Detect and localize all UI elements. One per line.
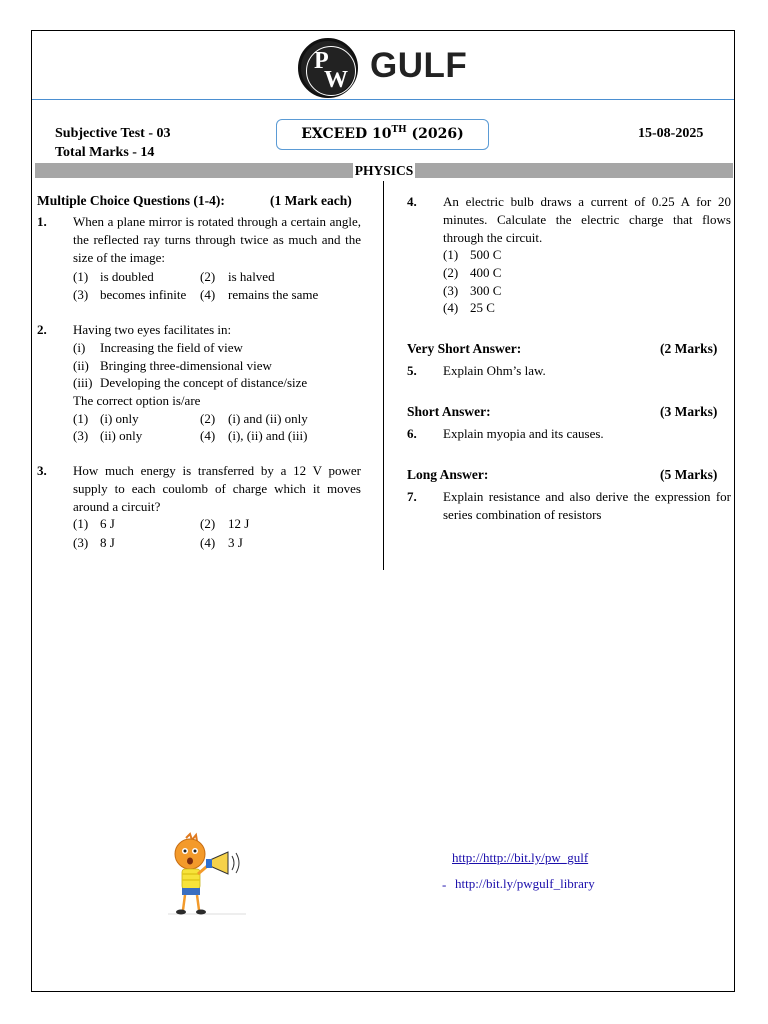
q3-opt2-text: 12 J — [228, 516, 250, 531]
total-marks: Total Marks - 14 — [55, 145, 155, 160]
q2-opt4-text: (i), (ii) and (iii) — [228, 428, 308, 443]
q1-opt2-num: (2) — [200, 269, 216, 284]
short-heading: Short Answer: — [407, 404, 491, 419]
q2-prompt: The correct option is/are — [73, 393, 201, 408]
q1-opt3-num: (3) — [73, 287, 89, 302]
column-divider — [383, 181, 384, 570]
q2-opt3-text: (ii) only — [100, 428, 143, 443]
exam-year: (2026) — [406, 126, 464, 142]
q2-opt2-num: (2) — [200, 411, 216, 426]
pw-gulf-link[interactable]: http://http://bit.ly/pw_gulf — [452, 850, 589, 865]
q2-statement2-text: Bringing three-dimensional view — [100, 358, 272, 373]
q3-number: 3. — [37, 463, 47, 478]
q3-text: How much energy is transferred by a 12 V power supply to each coulomb of charge which it moves around a circuit? — [73, 463, 361, 514]
pw-gulf-library-link[interactable]: http://bit.ly/pwgulf_library — [455, 876, 595, 891]
q4-opt2-text: 400 C — [470, 265, 502, 280]
pw-gulf-logo — [297, 38, 477, 100]
mcq-marks: (1 Mark each) — [270, 193, 352, 208]
q2-number: 2. — [37, 322, 47, 337]
q2-statement3-num: (iii) — [73, 375, 93, 390]
q3-opt2-num: (2) — [200, 516, 216, 531]
exam-title-sup: TH — [391, 125, 407, 135]
q2-opt3-num: (3) — [73, 428, 89, 443]
q2-opt4-num: (4) — [200, 428, 216, 443]
mascot-megaphone-illustration — [168, 832, 246, 916]
q3-opt4-text: 3 J — [228, 535, 243, 550]
q1-opt2-text: is halved — [228, 269, 275, 284]
q1-opt4-num: (4) — [200, 287, 216, 302]
q2-opt1-num: (1) — [73, 411, 89, 426]
q1-opt1-num: (1) — [73, 269, 89, 284]
q3-opt1-num: (1) — [73, 516, 89, 531]
q1-text: When a plane mirror is rotated through a certain angle, the reflected ray turns through twice as much and the size of the image: — [73, 214, 361, 265]
q1-opt3-text: becomes infinite — [100, 287, 187, 302]
q2-statement3-text: Developing the concept of distance/size — [100, 375, 308, 390]
q1-opt4-text: remains the same — [228, 287, 319, 302]
q2-opt1-text: (i) only — [100, 411, 139, 426]
q4-opt4-num: (4) — [443, 300, 459, 315]
q4-opt3-num: (3) — [443, 283, 459, 298]
q3-opt1-text: 6 J — [100, 516, 115, 531]
q4-opt3-text: 300 C — [470, 283, 502, 298]
exam-title-box — [276, 119, 489, 150]
header-divider — [32, 99, 734, 100]
long-marks: (5 Marks) — [660, 467, 718, 482]
pw-logo-icon: P W — [298, 38, 358, 98]
q3-opt3-num: (3) — [73, 535, 89, 550]
q2-statement1-text: Increasing the field of view — [100, 340, 243, 355]
brand-name: GULF — [370, 46, 468, 85]
exam-title: EXCEED 10 — [301, 126, 392, 142]
q2-statement1-num: (i) — [73, 340, 86, 355]
q7-text: Explain resistance and also derive the expression for series combination of resistors — [443, 489, 731, 522]
q4-text: An electric bulb draws a current of 0.25 A for 20 minutes. Calculate the electric charge that flows through the circuit. — [443, 194, 731, 245]
very-short-heading: Very Short Answer: — [407, 341, 522, 356]
q4-opt1-num: (1) — [443, 247, 459, 262]
q4-opt4-text: 25 C — [470, 300, 495, 315]
test-name: Subjective Test - 03 — [55, 126, 171, 141]
exam-date: 15-08-2025 — [638, 126, 704, 141]
q1-number: 1. — [37, 214, 47, 229]
q3-opt4-num: (4) — [200, 535, 216, 550]
q6-text: Explain myopia and its causes. — [443, 426, 604, 441]
q7-number: 7. — [407, 489, 417, 504]
long-heading: Long Answer: — [407, 467, 489, 482]
q1-opt1-text: is doubled — [100, 269, 154, 284]
mcq-heading: Multiple Choice Questions (1-4): — [37, 193, 225, 208]
subject-bar — [35, 163, 733, 178]
short-marks: (3 Marks) — [660, 404, 718, 419]
q4-number: 4. — [407, 194, 417, 209]
q4-opt2-num: (2) — [443, 265, 459, 280]
q2-statement2-num: (ii) — [73, 358, 89, 373]
q5-number: 5. — [407, 363, 417, 378]
q3-opt3-text: 8 J — [100, 535, 115, 550]
subject-title: PHYSICS — [354, 163, 414, 178]
link-dash: - — [442, 877, 447, 892]
q6-number: 6. — [407, 426, 417, 441]
very-short-marks: (2 Marks) — [660, 341, 718, 356]
q4-opt1-text: 500 C — [470, 247, 502, 262]
q2-text: Having two eyes facilitates in: — [73, 322, 232, 337]
q5-text: Explain Ohm’s law. — [443, 363, 546, 378]
q2-opt2-text: (i) and (ii) only — [228, 411, 308, 426]
